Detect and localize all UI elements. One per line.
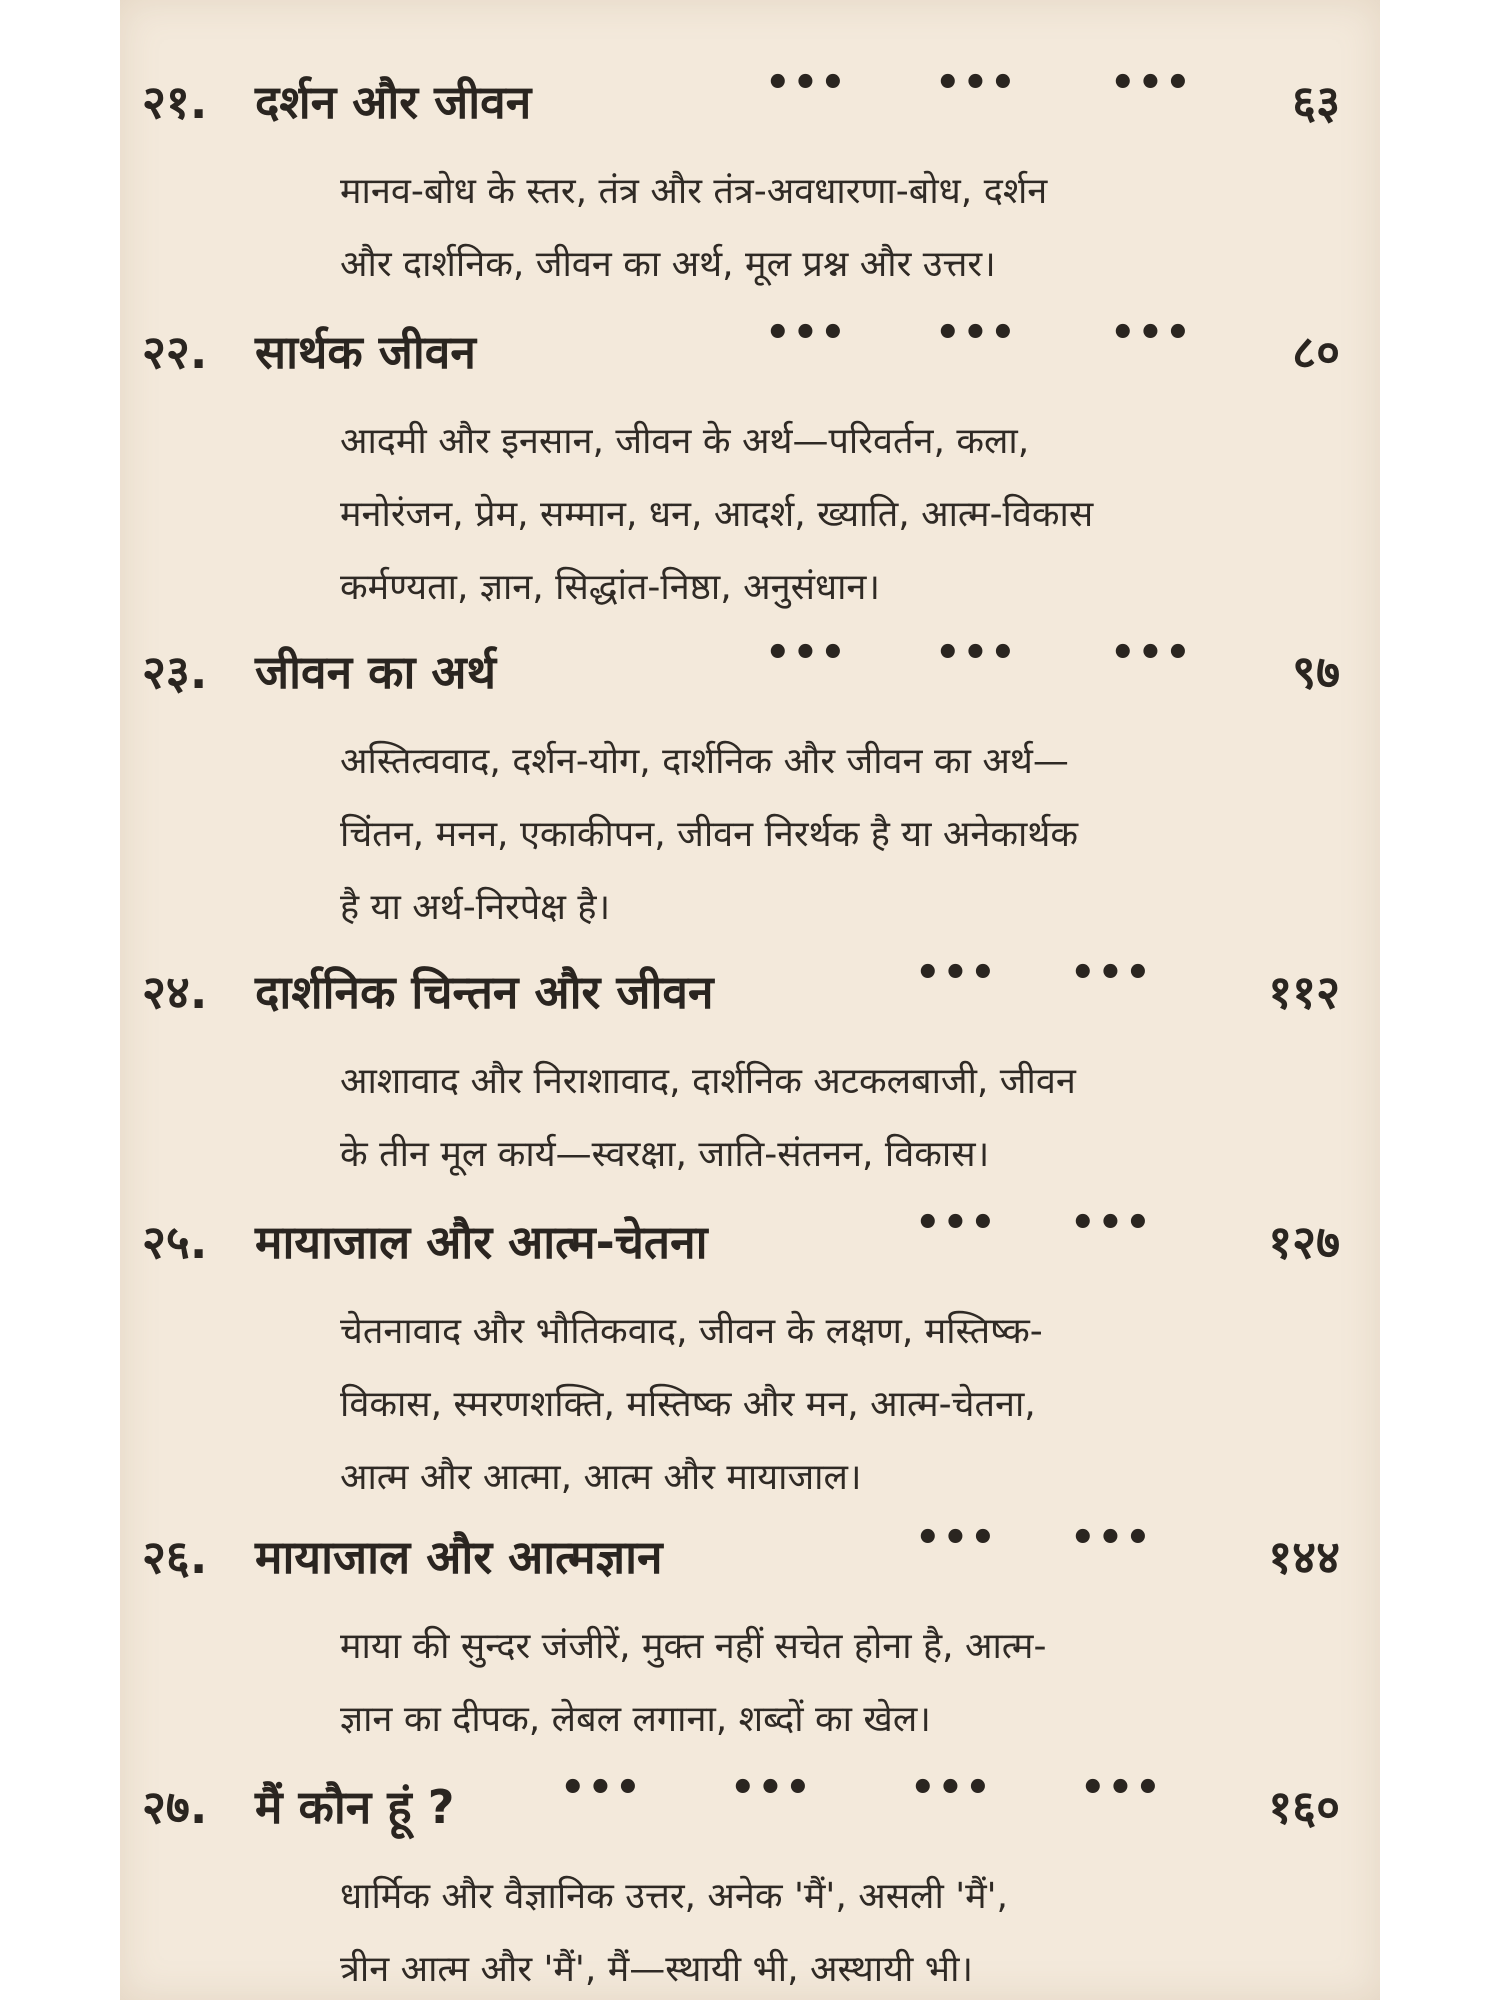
leader-dots: ••• [915,1515,998,1561]
leader-dots: ••• [560,1765,643,1811]
leader-dots: ••• [765,630,848,676]
description-line: विकास, स्मरणशक्ति, मस्तिष्क और मन, आत्म-चेतना, [340,1384,1036,1425]
leader-dots: ••• [1110,60,1193,106]
toc-entry-22 [120,310,1380,608]
toc-entry-25 [120,1200,1380,1498]
description-line: ज्ञान का दीपक, लेबल लगाना, शब्दों का खेल। [340,1699,931,1740]
leader-dots: ••• [910,1765,993,1811]
book-page [120,0,1380,2000]
leader-dots: ••• [915,950,998,996]
description-line: और दार्शनिक, जीवन का अर्थ, मूल प्रश्न और उत्तर। [340,244,996,285]
page-number: १२७ [1268,1215,1340,1269]
leader-dots: ••• [1070,1515,1153,1561]
chapter-number: २३. [142,645,208,699]
leader-dots: ••• [765,310,848,356]
description-line: त्रीन आत्म और 'मैं', मैं—स्थायी भी, अस्थायी भी। [340,1949,974,1990]
page-number: ८० [1292,325,1340,379]
leader-dots: ••• [915,1200,998,1246]
leader-dots: ••• [1070,950,1153,996]
chapter-number: २२. [142,325,208,379]
leader-dots: ••• [935,60,1018,106]
entry-heading [120,630,1380,710]
leader-dots: ••• [1080,1765,1163,1811]
chapter-number: २१. [142,75,208,129]
leader-dots: ••• [1110,310,1193,356]
toc-entry-24 [120,950,1380,1175]
page-number: १६० [1268,1780,1340,1834]
entry-heading [120,950,1380,1030]
entry-description [340,1860,1340,2000]
description-line: मानव-बोध के स्तर, तंत्र और तंत्र-अवधारणा-बोध, दर्शन [340,171,1048,212]
toc-entry-26 [120,1515,1380,1740]
toc-entry-23 [120,630,1380,928]
description-line: के तीन मूल कार्य—स्वरक्षा, जाति-संतनन, विकास। [340,1134,990,1175]
page-number: ९७ [1292,645,1340,699]
entry-description [340,1045,1340,1191]
description-line: आशावाद और निराशावाद, दार्शनिक अटकलबाजी, जीवन [340,1061,1076,1102]
chapter-title: मायाजाल और आत्म-चेतना [255,1215,708,1269]
description-line: चेतनावाद और भौतिकवाद, जीवन के लक्षण, मस्तिष्क- [340,1311,1043,1352]
description-line: है या अर्थ-निरपेक्ष है। [340,887,611,928]
chapter-number: २७. [142,1780,208,1834]
description-line: आदमी और इनसान, जीवन के अर्थ—परिवर्तन, कला, [340,421,1030,462]
leader-dots: ••• [765,60,848,106]
entry-heading [120,1765,1380,1845]
chapter-title: दार्शनिक चिन्तन और जीवन [255,965,714,1019]
entry-description [340,1295,1340,1514]
entry-description [340,405,1340,624]
toc-entry-21 [120,60,1380,285]
chapter-title: मायाजाल और आत्मज्ञान [255,1530,663,1584]
leader-dots: ••• [730,1765,813,1811]
entry-description [340,155,1340,301]
entry-description [340,725,1340,944]
description-line: माया की सुन्दर जंजीरें, मुक्त नहीं सचेत होना है, आत्म- [340,1626,1047,1667]
entry-description [340,1610,1340,1756]
entry-heading [120,60,1380,140]
chapter-title: मैं कौन हूं ? [255,1780,455,1834]
chapter-title: जीवन का अर्थ [255,645,496,699]
chapter-title: सार्थक जीवन [255,325,476,379]
description-line: कर्मण्यता, ज्ञान, सिद्धांत-निष्ठा, अनुसंधान। [340,567,881,608]
leader-dots: ••• [935,310,1018,356]
leader-dots: ••• [935,630,1018,676]
description-line: धार्मिक और वैज्ञानिक उत्तर, अनेक 'मैं', असली 'मैं', [340,1876,1008,1917]
entry-heading [120,310,1380,390]
description-line: चिंतन, मनन, एकाकीपन, जीवन निरर्थक है या अनेकार्थक [340,814,1079,855]
leader-dots: ••• [1070,1200,1153,1246]
description-line: अस्तित्ववाद, दर्शन-योग, दार्शनिक और जीवन का अर्थ— [340,741,1069,782]
chapter-number: २५. [142,1215,208,1269]
leader-dots: ••• [1110,630,1193,676]
chapter-number: २४. [142,965,208,1019]
toc-entry-27 [120,1765,1380,1990]
chapter-number: २६. [142,1530,208,1584]
page-number: ११२ [1268,965,1340,1019]
description-line: आत्म और आत्मा, आत्म और मायाजाल। [340,1457,862,1498]
entry-heading [120,1200,1380,1280]
description-line: मनोरंजन, प्रेम, सम्मान, धन, आदर्श, ख्याति, आत्म-विकास [340,494,1094,535]
page-number: ६३ [1292,75,1340,129]
page-number: १४४ [1268,1530,1340,1584]
entry-heading [120,1515,1380,1595]
chapter-title: दर्शन और जीवन [255,75,532,129]
